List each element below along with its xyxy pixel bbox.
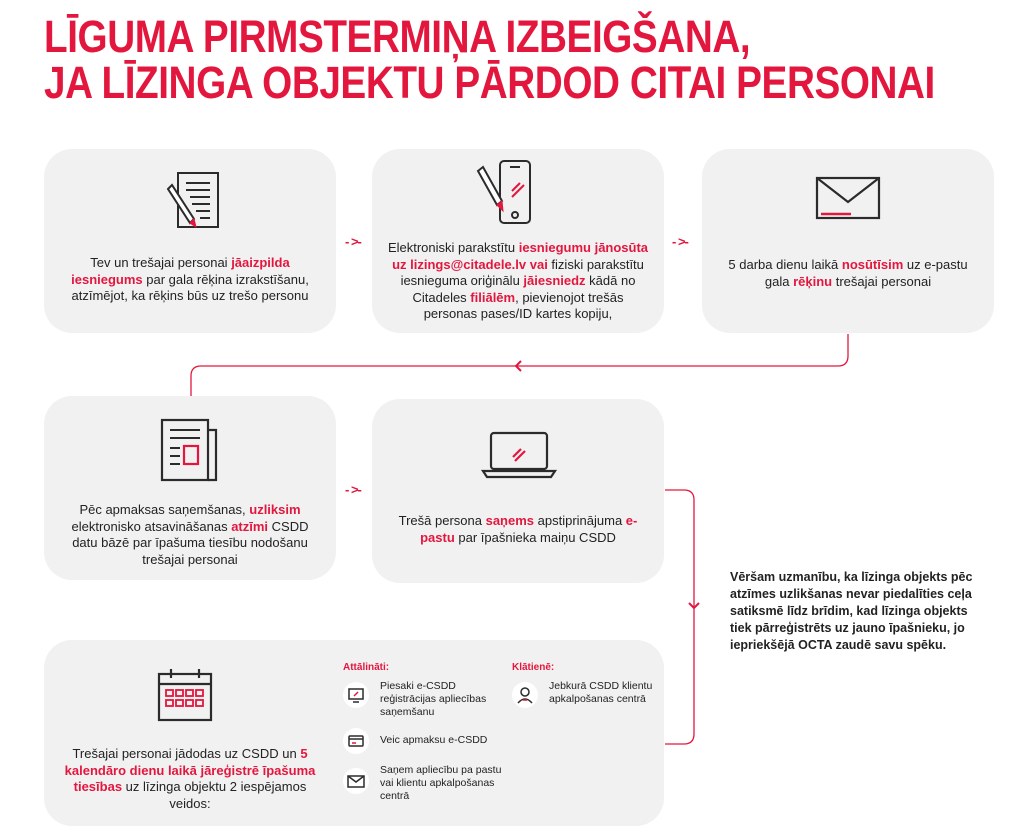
connector-arrowhead-left: [516, 361, 521, 371]
step-3-card: [702, 149, 994, 333]
calendar-icon: [155, 666, 215, 726]
step-5-card: [372, 399, 664, 583]
remote-option-1-text: Piesaki e-CSDD reģistrācijas apliecības saņemšanu: [380, 680, 487, 718]
page-title: [44, 11, 935, 108]
step-4-text: Pēc apmaksas saņemšanas, uzliksim elektronisko atsavināšanas atzīmi CSDD datu bāzē par īpašuma tiesību nodošanu trešajai personai: [71, 502, 309, 567]
arrow-step4-to-step5: - >-: [345, 482, 361, 497]
connector-row1-to-row2: [191, 334, 848, 396]
step-2-card: [372, 149, 664, 333]
step-6-text: Trešajai personai jādodas uz CSDD un 5 kalendāro dienu laikā jāreģistrē īpašuma tiesības uz līzinga objektu 2 iespējamos veidos:: [64, 746, 316, 811]
step-6-card: [44, 640, 664, 826]
mail-icon: [343, 768, 369, 794]
envelope-icon: [815, 174, 881, 224]
in-person-options-heading: Klātienē:: [512, 662, 555, 673]
remote-option-2-text: Veic apmaksu e-CSDD: [380, 734, 488, 746]
step-4-card: [44, 396, 336, 580]
step-1-card: [44, 149, 336, 333]
title-line-1: LĪGUMA PIRMSTERMIŅA IZBEIGŠANA,: [44, 11, 751, 62]
person-icon: [512, 682, 538, 708]
document-pen-icon: [164, 169, 226, 235]
laptop-icon: [479, 429, 559, 481]
title-line-2: JA LĪZINGA OBJEKTU PĀRDOD CITAI PERSONAI: [44, 57, 935, 108]
arrow-step2-to-step3: - >-: [672, 234, 688, 249]
step-1-text: Tev un trešajai personai jāaizpilda iesniegums par gala rēķina izrakstīšanu, atzīmējot, ka rēķins būs uz trešo personu: [71, 255, 309, 303]
phone-sign-icon: [476, 157, 536, 229]
connector-arrowhead-down: [689, 603, 699, 608]
newspaper-icon: [156, 414, 224, 484]
monitor-icon: [343, 682, 369, 708]
step-2-text: Elektroniski parakstītu iesniegumu jānosūta uz lizings@citadele.lv vai fiziski parakstītu iesnieguma oriģinālu jāiesniedz kādā no Citadeles filiālēm, pievienojot trešās personas pases/ID kartes kopiju,: [387, 240, 649, 321]
in-person-option-1-text: Jebkurā CSDD klientu apkalpošanas centrā: [549, 680, 653, 705]
remote-option-3-text: Saņem apliecību pa pastu vai klientu apkalpošanas centrā: [380, 764, 502, 802]
step-3-text: 5 darba dienu laikā nosūtīsim uz e-pastu gala rēķinu trešajai personai: [728, 257, 968, 289]
arrow-step1-to-step2: - >-: [345, 234, 361, 249]
card-payment-icon: [343, 728, 369, 754]
connector-row2-to-row3: [665, 490, 694, 744]
remote-options-heading: Attālināti:: [343, 662, 390, 673]
step-5-text: Trešā persona saņems apstiprinājuma e-pastu par īpašnieka maiņu CSDD: [398, 513, 638, 545]
attention-note: Vēršam uzmanību, ka līzinga objekts pēc atzīmes uzlikšanas nevar piedalīties ceļa satiksmē līdz brīdim, kad līzinga objekts tiek pārreģistrēts uz jauno īpašnieku, jo iepriekšējā OCTA zaudē savu spēku.: [730, 570, 973, 652]
